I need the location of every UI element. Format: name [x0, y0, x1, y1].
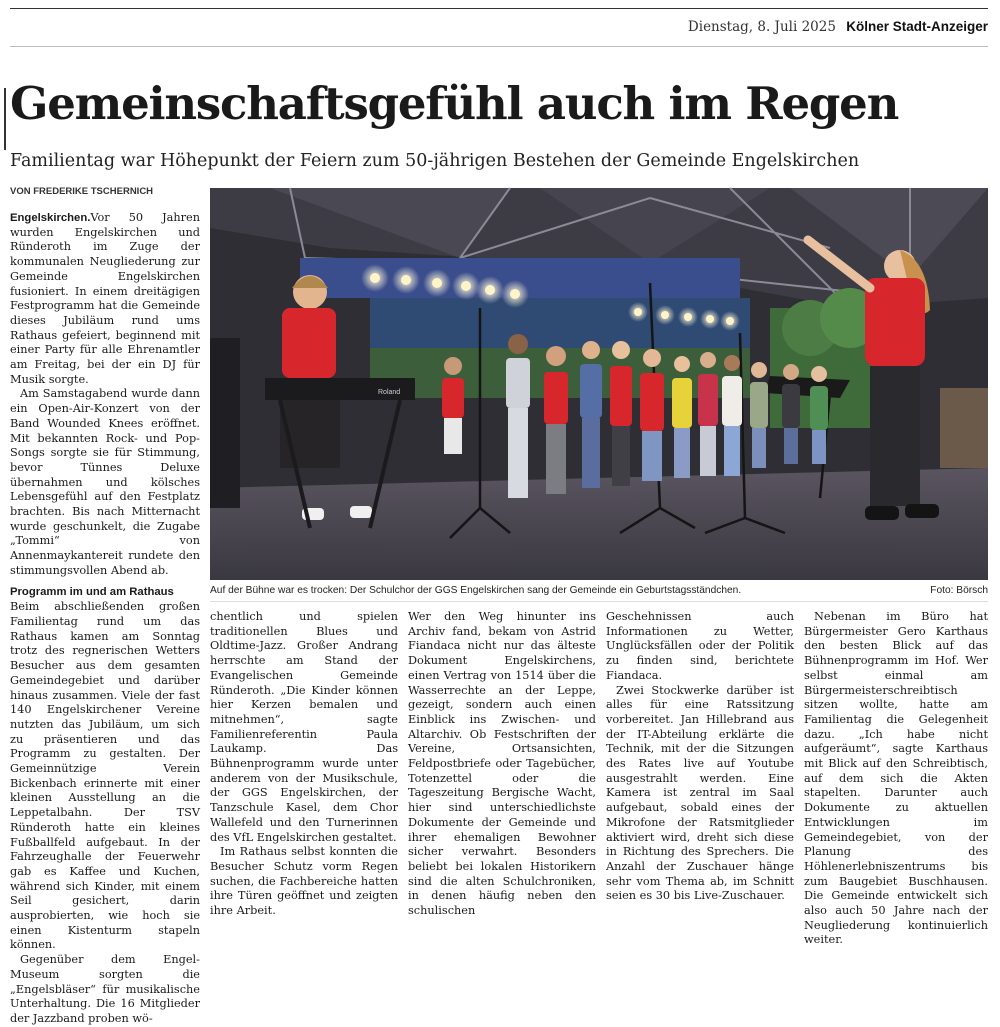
caption-rule — [210, 601, 988, 602]
article-column-1 — [10, 211, 200, 1025]
paragraph: Am Samstagabend wurde dann ein Open-Air-Konzert von der Band Wounded Knees eröffnet. Mit bekannten Rock- und Pop-Songs sorgte sie für Stimmung, bevor Tünnes Deluxe übernahmen und kölsches Lebensgefühl auf den Festplatz brachten. Bis nach Mitternacht wurde geschunkelt, die Zugabe „Tommi“ von Annenmaykantereit rundete den stimmungsvollen Abend ab. — [10, 387, 200, 577]
keyboard-brand: Roland — [378, 389, 401, 396]
paragraph: Wer den Weg hinunter ins Archiv fand, bekam von Astrid Fiandaca nicht nur das älteste Dokument Engelskirchens, einen Vertrag von 1514 über die Wasserrechte an der Leppe, gezeigt, sondern auch einen Einblick ins Zwischen- und Altarchiv. Ob Festschriften der Vereine, Ortsansichten, Feldpostbriefe oder Tagebücher, Totenzettel oder die Tageszeitung Bergische Wacht, hier sind unterschiedlichste Dokumente der Gemeinde und ihrer ehemaligen Bewohner sicher verwahrt. Besonders beliebt bei lokalen Historikern sind die alten Schulchroniken, in denen häufig neben den schulischen — [408, 610, 596, 918]
photo-caption — [210, 585, 988, 596]
article-column-2 — [210, 610, 398, 918]
headline: Gemeinschaftsgefühl auch im Regen — [10, 77, 899, 130]
dateline: Engelskirchen. — [10, 212, 91, 224]
paragraph: Zwei Stockwerke darüber ist alles für eine Ratssitzung vorbereitet. Jan Hillebrand aus der IT-Abteilung erklärte die Technik, mit der die Sitzungen des Rates live auf Youtube ausgestrahlt werden. Eine Kamera ist zentral im Saal aufgebaut, sobald eines der Mikrofone der Ratsmitglieder aktiviert wird, dreht sich diese in Richtung des Sprechers. Die Anzahl der Zuschauer hänge sehr vom Thema ab, im Schnitt seien es 30 bis Live-Zuschauer. — [606, 683, 794, 903]
article-photo — [210, 188, 988, 580]
header-rule — [10, 46, 988, 47]
headline-marker-bar — [4, 88, 6, 150]
paragraph: chentlich und spielen traditionellen Blues und Oldtime-Jazz. Großer Andrang herrschte am Stand der Evangelischen Gemeinde Ründeroth. „Die Kinder können hier Kerzen bemalen und mitnehmen“, sagte Familienreferentin Paula Laukamp. Das Bühnenprogramm wurde unter anderem von der Musikschule, der GGS Engelskirchen, der Tanzschule Kasel, dem Chor Wallefeld und den Turnerinnen des VfL Engelskirchen gestaltet. — [210, 610, 398, 844]
subheadline: Familientag war Höhepunkt der Feiern zum 50-jährigen Bestehen der Gemeinde Engelskirchen — [10, 151, 860, 171]
byline: VON FREDERIKE TSCHERNICH — [10, 186, 154, 197]
article-column-4 — [606, 610, 794, 903]
section-subhead: Programm im und am Rathaus — [10, 585, 174, 598]
issue-date: Dienstag, 8. Juli 2025 — [687, 19, 836, 35]
page-header — [688, 19, 988, 35]
article-column-5 — [804, 610, 988, 947]
publication-name: Kölner Stadt-Anzeiger — [846, 19, 988, 34]
photo-credit: Foto: Börsch — [930, 585, 988, 596]
paragraph: Nebenan im Büro hat Bürgermeister Gero Karthaus den besten Blick auf das Bühnenprogramm im Hof. Wer selbst einmal am Bürgermeisterschreibtisch sitzen wollte, hatte am Familientag die Gelegenheit dazu. „Ich habe nicht aufgeräumt“, sagte Karthaus mit Blick auf den Schreibtisch, auf dem sich die Akten stapelten. Darunter auch Dokumente zu aktuellen Entwicklungen im Gemeindegebiet, von der Planung des Höhlenerlebniszentrums bis zum Baugebiet Buschhausen. Die Gemeinde entwickelt sich also auch 50 Jahre nach der Neugliederung kontinuierlich weiter. — [804, 610, 988, 947]
top-rule — [10, 8, 988, 9]
article-column-3 — [408, 610, 596, 918]
paragraph — [10, 211, 200, 387]
caption-text: Auf der Bühne war es trocken: Der Schulchor der GGS Engelskirchen sang der Gemeinde ein Geburtstagsständchen. — [210, 585, 742, 596]
paragraph: Beim abschließenden großen Familientag rund um das Rathaus kamen am Sonntag trotz des regnerischen Wetters Besucher aus dem gesamten Gemeindegebiet und darüber hinaus zusammen. Viele der fast 140 Engelskirchener Vereine nutzten das Jubiläum, um sich zu präsentieren und das Programm zu gestalten. Der Gemeinnützige Verein Bickenbach erinnerte mit einer kleinen Ausstellung an die Leppetalbahn. Der TSV Ründeroth hatte ein kleines Fußballfeld aufgebaut. In der Fahrzeughalle der Feuerwehr gab es Kaffee und Kuchen, während sich Kinder, mit einem Seil gesichert, darin ausprobierten, wie hoch sie einen Kistenturm stapeln können. — [10, 600, 200, 952]
paragraph: Im Rathaus selbst konnten die Besucher Schutz vorm Regen suchen, die Fachbereiche hatten ihre Türen geöffnet und zeigten ihre Arbeit. — [210, 845, 398, 918]
paragraph-text: Vor 50 Jahren wurden Engelskirchen und Ründeroth im Zuge der kommunalen Neugliederung zur Gemeinde Engelskirchen fusioniert. In einem dreitägigen Festprogramm hat die Gemeinde dieses Jubiläum rund ums Rathaus gefeiert, beginnend mit einer Party für alle Ehrenamtler am Freitag, bei der ein DJ für Musik sorgte. — [10, 211, 200, 386]
paragraph: Geschehnissen auch Informationen zu Wetter, Unglücksfällen oder der Politik zu finden sind, berichtete Fiandaca. — [606, 610, 794, 682]
paragraph: Gegenüber dem Engel-Museum sorgten die „Engelsbläser“ für musikalische Unterhaltung. Die 16 Mitglieder der Jazzband proben wö- — [10, 953, 200, 1025]
